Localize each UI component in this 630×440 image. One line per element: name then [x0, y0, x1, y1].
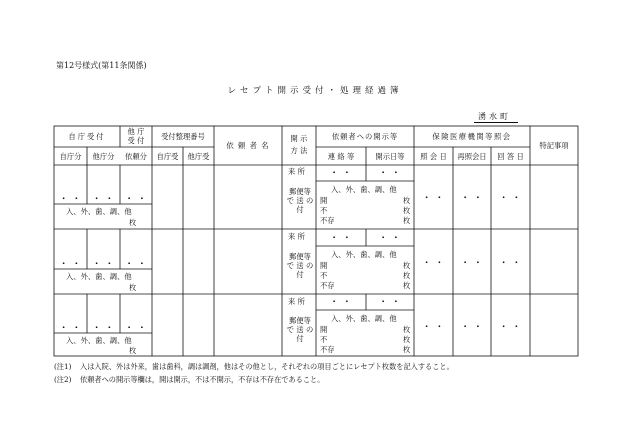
row1-sai-shokai-date: ・ ・ [461, 192, 483, 202]
row1-disclosure-types: 入、外、歯、調、他 [331, 185, 397, 194]
row2-patient-types: 入、外、歯、調、他 [66, 272, 132, 281]
row2-disclosure-types: 入、外、歯、調、他 [331, 250, 397, 259]
row3-disclosure-types: 入、外、歯、調、他 [331, 314, 397, 323]
header-tacho-uketsuke-line1: 他 庁 [127, 127, 145, 136]
row2-shokai-date: ・ ・ [422, 257, 445, 267]
row1-kaiji-date: ・ ・ [379, 167, 401, 177]
row1-renraku-date: ・ ・ [330, 167, 352, 177]
subheader-tacho-uke: 他庁受 [187, 152, 210, 161]
row1-disclosure-fuzon: 不存 [320, 216, 335, 225]
row1-irai-date: ・ ・ [125, 193, 147, 203]
note-1 [54, 362, 454, 372]
subheader-renraku: 連 絡 等 [327, 152, 355, 161]
row2-kaiji-date: ・ ・ [379, 232, 401, 242]
page-title: レセプト開示受付・処理経過簿 [227, 86, 403, 96]
note-1-label: (注1) [54, 362, 72, 371]
header-tacho-uketsuke-line2: 受 付 [127, 136, 145, 145]
row2-tacho-date: ・ ・ [92, 258, 115, 268]
row3-shokai-date: ・ ・ [422, 321, 445, 331]
row3-kaiji-date: ・ ・ [379, 296, 401, 306]
form-number: 第12号様式(第11条関係) [56, 61, 147, 70]
row1-shokai-date: ・ ・ [422, 192, 445, 202]
row3-irai-date: ・ ・ [125, 322, 147, 332]
subheader-jicho-bun: 自庁分 [59, 152, 82, 161]
row1-method-raisho: 来 所 [288, 167, 305, 176]
row3-sai-shokai-date: ・ ・ [461, 321, 483, 331]
subheader-shokai-bi: 照 会 日 [420, 152, 447, 161]
row3-disclosure-fu-unit: 枚 [403, 335, 411, 344]
row2-disclosure-kai-unit: 枚 [403, 261, 411, 270]
row1-jicho-date: ・ ・ [59, 193, 82, 203]
row1-method-yubin: 郵便等 で 送 の 付 [286, 187, 314, 214]
subheader-jicho-uke: 自庁受 [156, 152, 179, 161]
row1-kaitou-date: ・ ・ [499, 192, 522, 202]
row3-disclosure-fuzon-unit: 枚 [403, 345, 411, 354]
row1-disclosure-fuzon-unit: 枚 [403, 216, 411, 225]
row1-tacho-date: ・ ・ [92, 193, 115, 203]
header-iraisha-kaiji: 依頼者への開示等 [331, 132, 399, 141]
subheader-sai-shokai-bi: 再照会日 [457, 152, 487, 161]
note-2 [54, 375, 324, 385]
subheader-irai-bun: 依頼分 [125, 152, 147, 161]
row2-renraku-date: ・ ・ [330, 232, 352, 242]
header-iraisha-mei: 依 頼 者 名 [226, 141, 270, 150]
row3-method-raisho: 来 所 [288, 297, 305, 306]
row2-irai-date: ・ ・ [125, 258, 147, 268]
row2-method-yubin: 郵便等 で 送 の 付 [286, 252, 314, 279]
row2-sai-shokai-date: ・ ・ [461, 257, 483, 267]
header-jicho-uketsuke: 自庁受付 [68, 132, 106, 141]
note-2-text: 依頼者への開示等欄は，開は開示，不は不開示，不存は不存在であること。 [80, 375, 325, 384]
row3-disclosure-fu: 不 [320, 335, 328, 344]
note-1-text: 入は入院、外は外来，歯は歯科，調は調剤，他はその他とし，それぞれの項目ごとにレセプト枚数を記入すること。 [80, 362, 454, 371]
row3-tacho-date: ・ ・ [92, 322, 115, 332]
subheader-kaitou-bi: 回 答 日 [497, 152, 524, 161]
row1-disclosure-fu: 不 [320, 206, 328, 215]
row1-disclosure-kai-unit: 枚 [403, 196, 411, 205]
row3-patient-types: 入、外、歯、調、他 [66, 336, 132, 345]
row1-disclosure-fu-unit: 枚 [403, 206, 411, 215]
row3-disclosure-kai-unit: 枚 [403, 325, 411, 334]
row1-count-unit: 枚 [129, 218, 137, 227]
row3-jicho-date: ・ ・ [59, 322, 82, 332]
header-kaiji-houhou-line1: 開 示 [290, 134, 308, 143]
row3-renraku-date: ・ ・ [330, 296, 352, 306]
row2-jicho-date: ・ ・ [59, 258, 82, 268]
row1-patient-types: 入、外、歯、調、他 [66, 207, 132, 216]
row2-method-raisho: 来 所 [288, 232, 305, 241]
header-uketsuke-seiri-bango: 受付整理番号 [161, 132, 205, 141]
header-kaiji-houhou-line2: 方 法 [290, 146, 308, 155]
note-2-label: (注2) [54, 375, 72, 384]
row2-disclosure-kai: 開 [320, 261, 328, 270]
row2-disclosure-fu: 不 [320, 271, 328, 280]
row2-disclosure-fuzon-unit: 枚 [403, 281, 411, 290]
row3-count-unit: 枚 [129, 346, 137, 355]
row3-kaitou-date: ・ ・ [499, 321, 522, 331]
subheader-tacho-bun: 他庁分 [92, 152, 115, 161]
row3-method-yubin: 郵便等 で 送 の 付 [286, 316, 314, 343]
subheader-kaiji-bi: 開示日等 [375, 152, 405, 161]
header-hoken-shokai: 保険医療機関等照会 [432, 132, 512, 141]
row3-disclosure-kai: 開 [320, 325, 328, 334]
row2-disclosure-fu-unit: 枚 [403, 271, 411, 280]
town-name: 湧水町 [478, 112, 511, 121]
row2-count-unit: 枚 [129, 283, 137, 292]
row1-disclosure-kai: 開 [320, 196, 328, 205]
row2-kaitou-date: ・ ・ [499, 257, 522, 267]
header-tokki-jikou: 特記事項 [539, 141, 569, 150]
row2-disclosure-fuzon: 不存 [320, 281, 335, 290]
row3-disclosure-fuzon: 不存 [320, 345, 335, 354]
